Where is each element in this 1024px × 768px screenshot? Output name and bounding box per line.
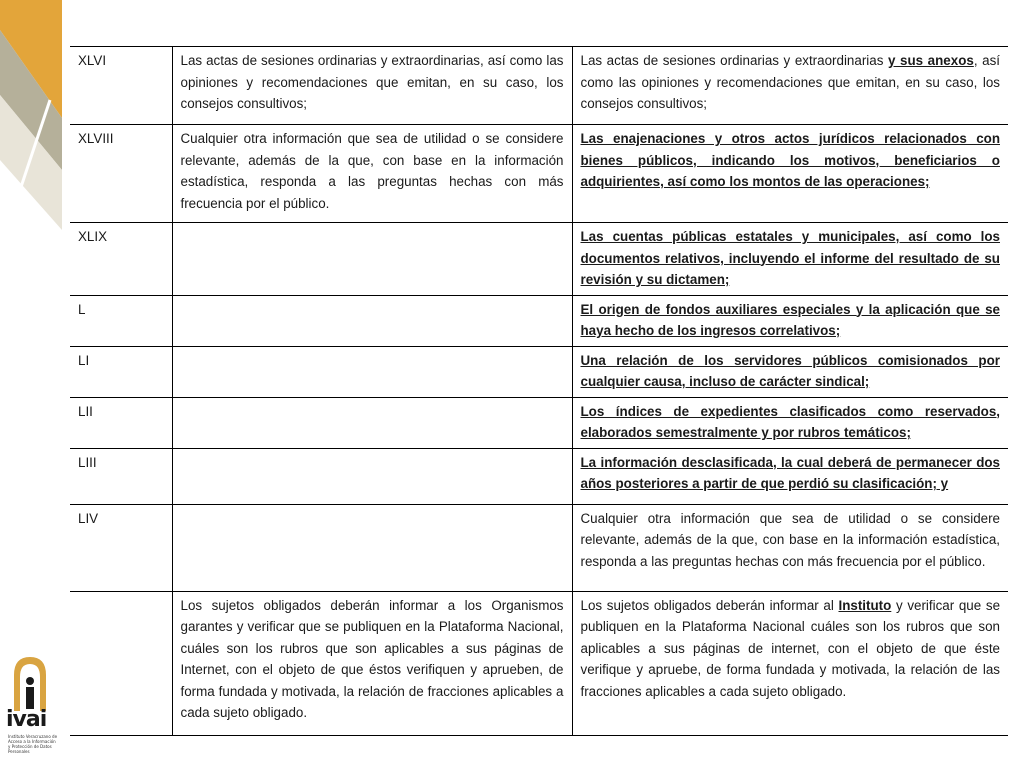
fraction-number: XLVI (70, 47, 172, 125)
fraction-number: LIII (70, 448, 172, 504)
left-text (172, 448, 572, 504)
decorative-side-band (0, 0, 62, 768)
right-text-part: Los sujetos obligados deberán informar al (580, 597, 839, 613)
fraction-number: LI (70, 346, 172, 397)
table-row (70, 47, 1008, 125)
fraction-number: L (70, 295, 172, 346)
left-text (172, 346, 572, 397)
right-text: Las enajenaciones y otros actos jurídicos relacionados con bienes públicos, indicando los motivos, beneficiarios o adquirientes, así como los montos de las operaciones; (572, 125, 1008, 223)
comparison-table (70, 46, 1008, 736)
table-row (70, 346, 1008, 397)
fraction-number: XLVIII (70, 125, 172, 223)
right-text (572, 47, 1008, 125)
fraction-number: LIV (70, 504, 172, 591)
right-text: Una relación de los servidores públicos comisionados por cualquier causa, incluso de carácter sindical; (572, 346, 1008, 397)
right-text: El origen de fondos auxiliares especiales y la aplicación que se haya hecho de los ingresos correlativos; (572, 295, 1008, 346)
left-text (172, 504, 572, 591)
table-row (70, 295, 1008, 346)
left-text: Los sujetos obligados deberán informar a los Organismos garantes y verificar que se publiquen en la Plataforma Nacional, cuáles son los rubros que son aplicables a sus páginas de Internet, con el objeto de que éstos verifiquen y aprueben, de forma fundada y motivada, la relación de fracciones aplicables a cada sujeto obligado. (172, 591, 572, 735)
decorative-stripes (0, 0, 62, 768)
table-row (70, 504, 1008, 591)
table-row (70, 223, 1008, 296)
left-text (172, 397, 572, 448)
logo-subtitle: Instituto Veracruzano de Acceso a la Información y Protección de Datos Personales (8, 734, 58, 754)
left-text: Cualquier otra información que sea de utilidad o se considere relevante, además de la que, con base en la información estadística, responda a las preguntas hechas con más frecuencia por el público. (172, 125, 572, 223)
left-text: Las actas de sesiones ordinarias y extraordinarias, así como las opiniones y recomendaciones que emitan, en su caso, los consejos consultivos; (172, 47, 572, 125)
right-text-part: Las actas de sesiones ordinarias y extraordinarias (580, 53, 888, 68)
table-row (70, 448, 1008, 504)
right-text-part: , así como las opiniones y recomendaciones que emitan, en su caso, los consejos consultivos; (580, 53, 1000, 111)
right-text-highlight: y sus anexos (887, 53, 974, 68)
ivai-logo (4, 655, 60, 755)
fraction-number: LII (70, 397, 172, 448)
right-text: Los índices de expedientes clasificados como reservados, elaborados semestralmente y por rubros temáticos; (572, 397, 1008, 448)
logo-wordmark: ivai (6, 707, 47, 732)
right-text-highlight: Instituto (838, 597, 892, 613)
fraction-number: XLIX (70, 223, 172, 296)
table-row (70, 591, 1008, 735)
left-text (172, 223, 572, 296)
right-text (572, 591, 1008, 735)
right-text-part: y verificar que se publiquen en la Plataforma Nacional cuáles son los rubros que son aplicables a sus páginas de internet, con el objeto de que éste verifique y apruebe, de forma fundada y motivada, la relación de las fracciones aplicables a cada sujeto obligado. (580, 597, 1001, 699)
fraction-number (70, 591, 172, 735)
table-row (70, 397, 1008, 448)
right-text: Las cuentas públicas estatales y municipales, así como los documentos relativos, incluyendo el informe del resultado de su revisión y su dictamen; (572, 223, 1008, 296)
table-row (70, 125, 1008, 223)
ivai-logo-mark (10, 655, 50, 711)
left-text (172, 295, 572, 346)
right-text: Cualquier otra información que sea de utilidad o se considere relevante, además de la que, con base en la información estadística, responda a las preguntas hechas con más frecuencia por el público. (572, 504, 1008, 591)
right-text: La información desclasificada, la cual deberá de permanecer dos años posteriores a partir de que perdió su clasificación; y (572, 448, 1008, 504)
